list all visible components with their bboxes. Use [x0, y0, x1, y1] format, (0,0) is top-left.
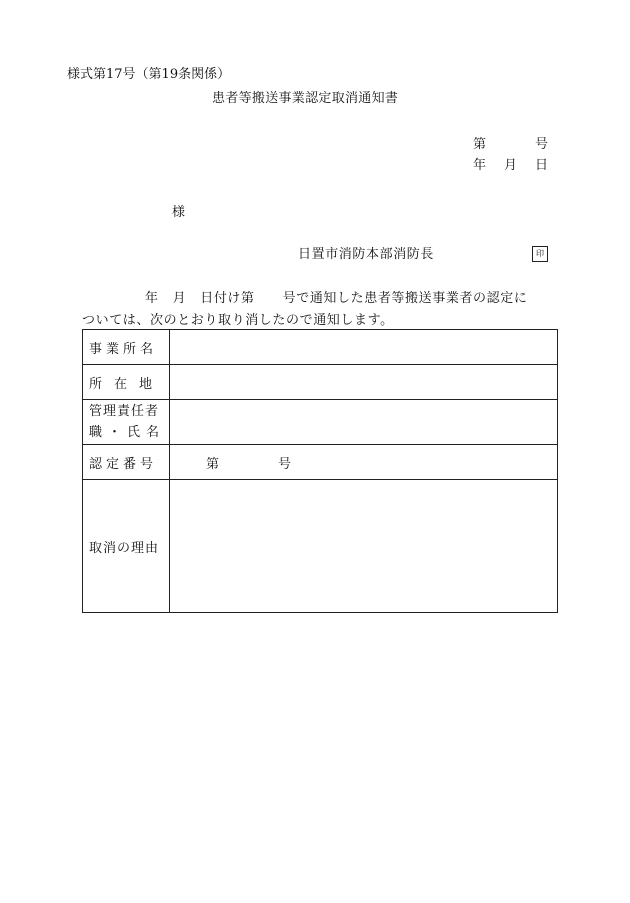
revocation-detail-table [82, 329, 558, 613]
business-name-label: 事業所名 [83, 330, 170, 365]
doc-number-suffix: 号 [535, 137, 549, 152]
date-month-label: 月 [504, 158, 518, 173]
cert-number-field[interactable] [170, 445, 558, 480]
table-row [83, 365, 558, 400]
doc-number-prefix: 第 [473, 137, 487, 152]
form-number: 様式第17号（第19条関係） [67, 67, 231, 82]
table-row [83, 400, 558, 445]
cert-number-prefix: 第 [206, 456, 220, 472]
document-title: 患者等搬送事業認定取消通知書 [212, 91, 399, 106]
table-row [83, 330, 558, 365]
date-day-label: 日 [535, 158, 549, 173]
table-row [83, 480, 558, 613]
table-row [83, 445, 558, 480]
body-text-line2: ついては、次のとおり取り消したので通知します。 [82, 313, 394, 328]
location-label: 所在地 [83, 365, 170, 400]
manager-label-line1: 管理責任者 [89, 404, 160, 419]
body-rest: 号で通知した患者等搬送事業者の認定に [282, 291, 528, 306]
body-day-no: 日付け第 [200, 291, 255, 306]
manager-label [83, 400, 170, 445]
cert-number-suffix: 号 [278, 456, 292, 472]
addressee-honorific: 様 [172, 205, 186, 220]
body-year: 年 [145, 291, 159, 306]
issuer-name: 日置市消防本部消防長 [298, 247, 435, 262]
body-text-line1 [145, 292, 527, 305]
date-year-label: 年 [473, 158, 487, 173]
seal-icon: 印 [532, 246, 548, 262]
reason-field[interactable] [170, 480, 558, 613]
manager-label-line2: 職・氏名 [89, 425, 166, 440]
body-month: 月 [172, 291, 187, 306]
location-field[interactable] [170, 365, 558, 400]
reason-label: 取消の理由 [83, 480, 170, 613]
cert-number-label: 認定番号 [83, 445, 170, 480]
manager-field[interactable] [170, 400, 558, 445]
business-name-field[interactable] [170, 330, 558, 365]
